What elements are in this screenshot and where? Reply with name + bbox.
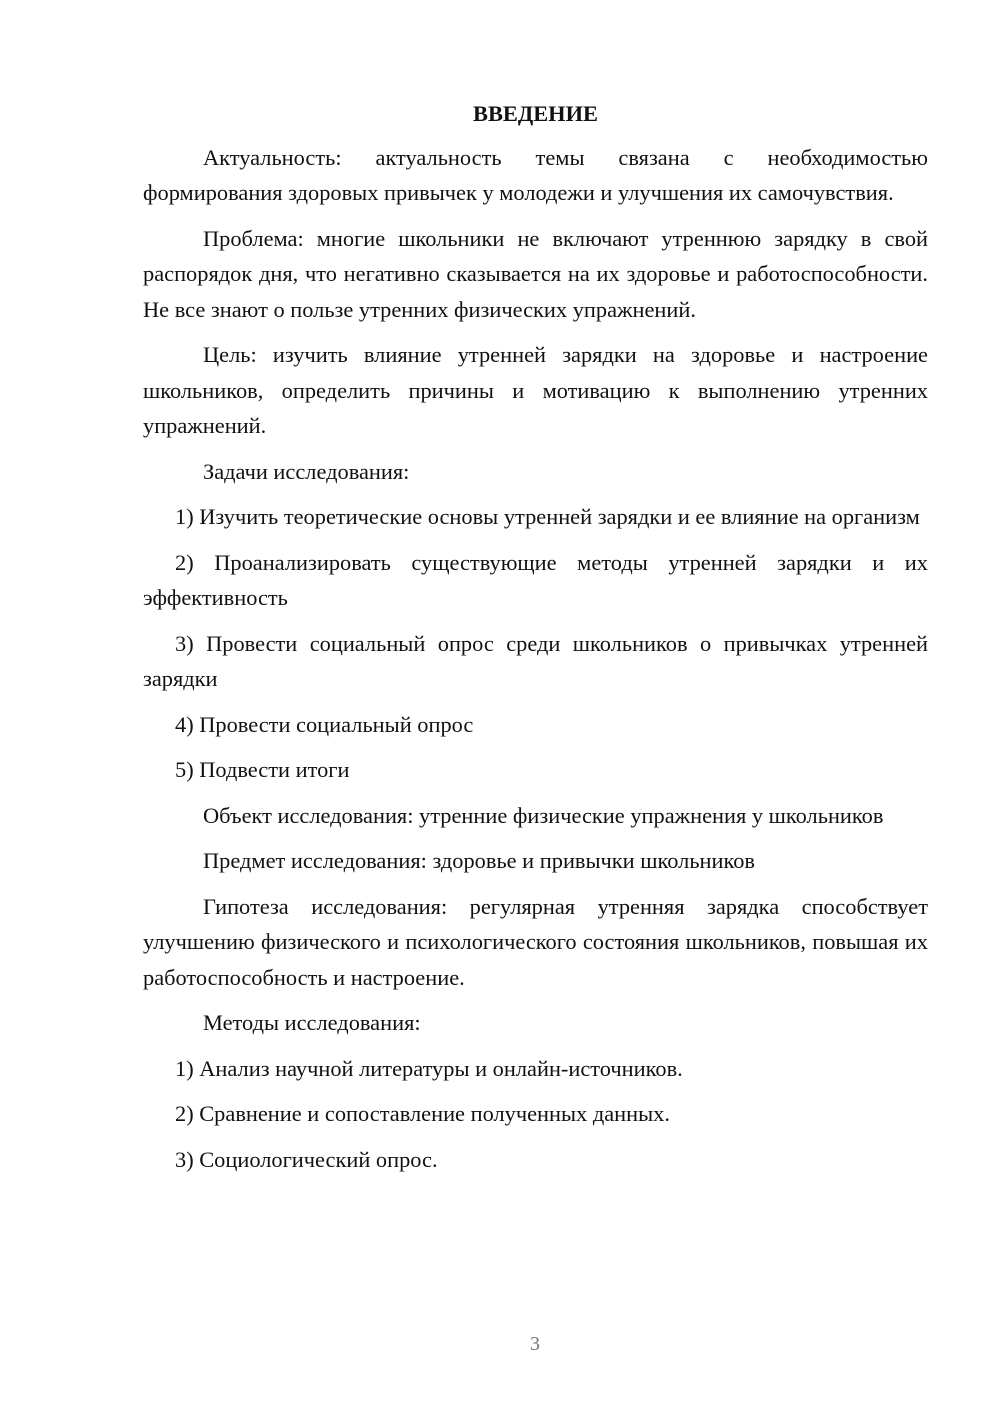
task-item-5: 5) Подвести итоги [175,757,350,782]
page-number: 3 [530,1333,540,1355]
section-heading: ВВЕДЕНИЕ [473,101,598,126]
object-paragraph: Объект исследования: утренние физические упражнения у школьников [203,802,884,828]
task-item-1: 1) Изучить теоретические основы утренней зарядки и ее влияние на организм [175,504,920,529]
method-item-2: 2) Сравнение и сопоставление полученных данных. [175,1101,670,1126]
document-page [143,96,928,1187]
hypothesis-paragraph: Гипотеза исследования: регулярная утренняя зарядка способствует улучшению физического и психологического состояния школьников, повышая их работоспособность и настроение. [143,893,928,990]
goal-paragraph: Цель: изучить влияние утренней зарядки на здоровье и настроение школьников, определить причины и мотивацию к выполнению утренних упражнений. [143,342,928,438]
task-item-2: 2) Проанализировать существующие методы утренней зарядки и их эффективность [143,549,928,610]
subject-paragraph: Предмет исследования: здоровье и привычки школьников [203,848,756,873]
task-item-3: 3) Провести социальный опрос среди школьников о привычках утренней зарядки [143,630,928,691]
method-item-1: 1) Анализ научной литературы и онлайн-источников. [175,1055,683,1081]
relevance-paragraph: Актуальность: актуальность темы связана с необходимостью формирования здоровых привычек у молодежи и улучшения их самочувствия. [143,144,928,205]
task-item-4: 4) Провести социальный опрос [175,711,474,737]
problem-paragraph: Проблема: многие школьники не включают утреннюю зарядку в свой распорядок дня, что негативно сказывается на их здоровье и работоспособности. Не все знают о пользе утренних физических упражнений. [143,225,928,322]
tasks-title: Задачи исследования: [203,458,410,484]
method-item-3: 3) Социологический опрос. [175,1146,438,1172]
methods-title: Методы исследования: [203,1010,421,1035]
